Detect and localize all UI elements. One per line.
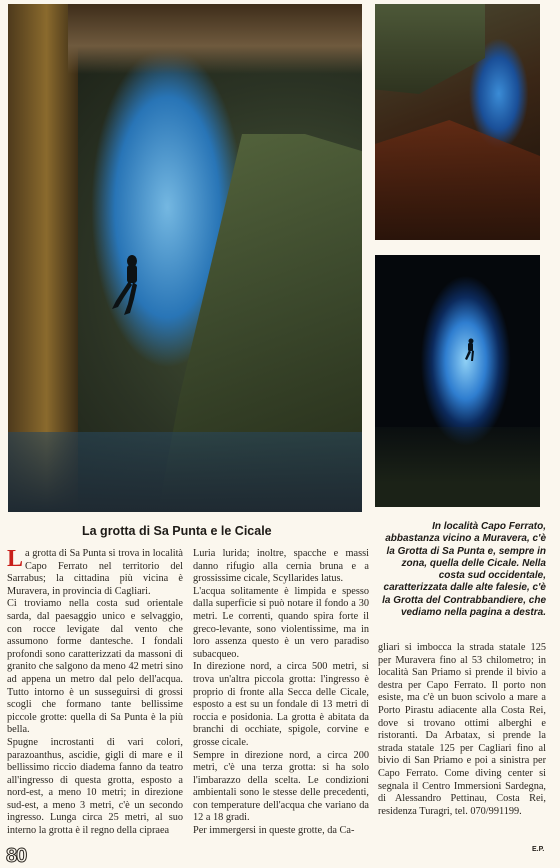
paragraph: Sempre in direzione nord, a circa 200 metri, c'è una terza grotta: si ha solo l'imbarazzo della scelta. Le condizioni ambientali sono le stesse delle precedenti, con temperature dell'acqua che variano da 12 a 18 gradi. — [193, 749, 369, 824]
article-column-1 — [7, 548, 183, 838]
coral-rock — [375, 120, 540, 240]
paragraph: La grotta di Sa Punta si trova in località Capo Ferrato nel territorio del Sarrabus; la cittadina più vicina è Muravera, in provincia di Cagliari. — [7, 546, 183, 597]
paragraph: Spugne incrostanti di vari colori, parazoanthus, ascidie, gigli di mare e il bellissimo riccio diadema fanno da teatro all'ingresso di questa grotta, esposto a nord-est, a meno 10 metri; in direzione sud-est, a meno 3 metri, c'è un secondo ingresso. Lunga circa 25 metri, al suo interno la grotta è il regno della cipraea — [7, 736, 183, 837]
author-signature: E.P. — [532, 846, 545, 853]
paragraph: In direzione nord, a circa 500 metri, si trova un'altra piccola grotta: l'ingresso è proprio di fronte alla Secca delle Cicale, esposto a est su un fondale di 13 metri di roccia e posidonia. La grotta è abitata da branchi di occhiate, spigole, corvine e grosse cicale. — [193, 661, 369, 748]
article-title: La grotta di Sa Punta e le Cicale — [82, 524, 272, 538]
article-column-2 — [193, 548, 369, 838]
article-column-3 — [378, 642, 546, 818]
photo-caption: In località Capo Ferrato, abbastanza vicino a Muravera, c'è la Grotta di Sa Punta e, sempre in zona, quella delle Cicale. Nella costa sud occidentale, caratterizzata dalle alte falesie, c'è la Grotta del Contrabbandiere, che vediamo nella pagina a destra. — [382, 521, 546, 619]
paragraph: gliari si imbocca la strada statale 125 per Muravera fino al 53 chilometro; in località San Priamo si prende il bivio a destra per Capo Ferrato. Il porto non esiste, ma c'è un buon scivolo a mare a Porto Pirastu adiacente alla Costa Rei, dove si trovano ottimi alberghi e ristoranti. Da Arbatax, si prende la strada statale 125 per Cagliari fino al bivio di San Priamo e poi a sinistra per Capo Ferrato. Come diving center si segnala il Centro Immersioni Sardegna, di Alessandro Pettinau, Costa Rei, residenza Turagri, tel. 070/991199. — [378, 642, 546, 817]
seabed — [8, 432, 362, 512]
page-number: 80 — [6, 845, 27, 867]
cave-arch — [68, 4, 362, 74]
diver-icon — [108, 249, 148, 319]
seabed — [375, 427, 540, 507]
drop-cap: L — [7, 546, 24, 572]
cave-photo-bottom-right — [375, 255, 540, 507]
paragraph: Luria lurida; inoltre, spacche e massi danno rifugio alla cernia bruna e a grossissime cicale, Scyllarides latus. — [193, 548, 369, 585]
cave-main-photo — [8, 4, 362, 512]
paragraph: L'acqua solitamente è limpida e spesso dalla superficie si può notare il fondo a 30 metri. Le correnti, quando spira forte il greco-levante, sono violentissime, ma in loro assenza questo è un vero paradiso subacqueo. — [193, 585, 369, 660]
paragraph: Ci troviamo nella costa sud orientale sarda, dal paesaggio unico e selvaggio, con rocce levigate dal vento che assumono forme dantesche. I fondali profondi sono caratterizzati da massoni di granito che salgono da meno 42 metri sino ad appena un metro dal pelo dell'acqua. Tutto intorno è un susseguirsi di grossi scogli che formano tante bellissime piccole grotte: quella di Sa Punta è la più bella. — [7, 598, 183, 736]
paragraph: Per immergersi in queste grotte, da Ca- — [193, 825, 355, 837]
diver-icon — [463, 337, 477, 363]
cave-photo-top-right — [375, 4, 540, 240]
rock-ledge — [375, 4, 485, 94]
